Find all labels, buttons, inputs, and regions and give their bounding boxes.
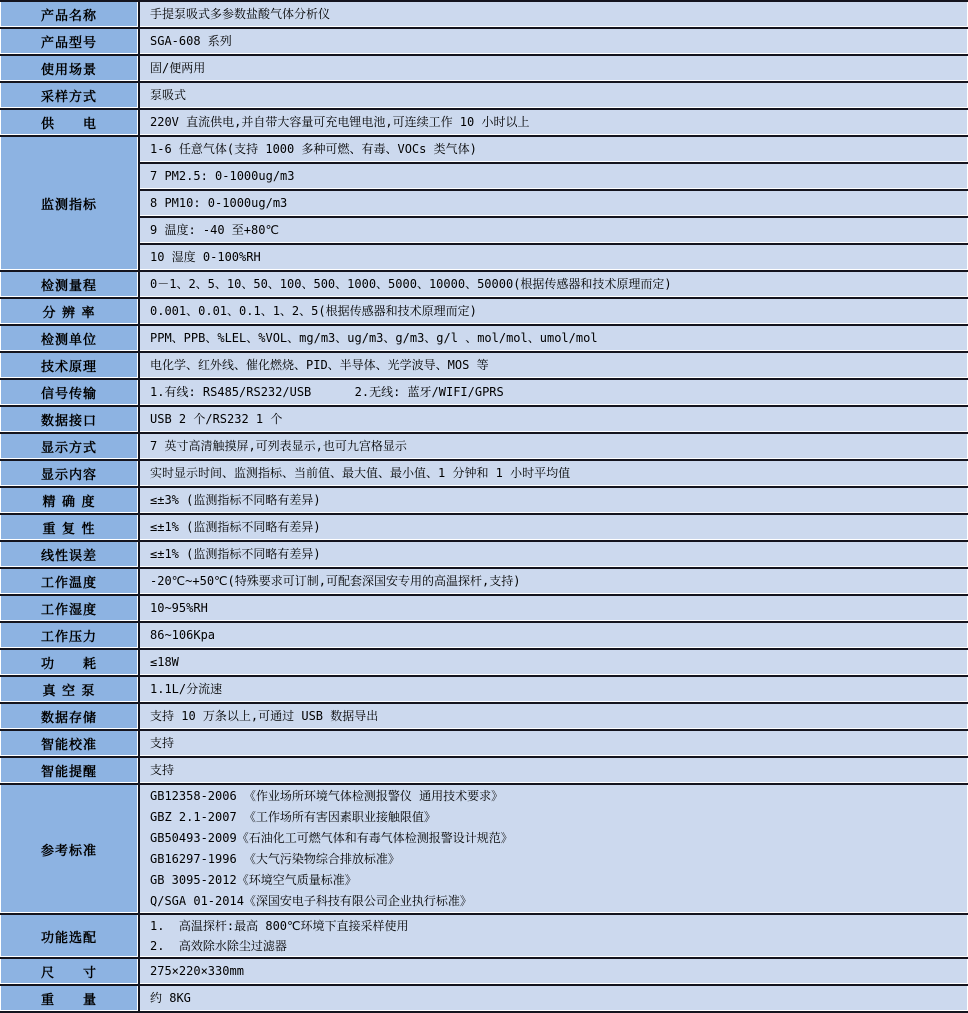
spec-row <box>0 56 968 83</box>
spec-value-cell <box>140 2 968 29</box>
spec-row <box>0 758 968 785</box>
spec-value-cell <box>140 677 968 704</box>
spec-value-line: 支持 10 万条以上,可通过 USB 数据导出 <box>150 709 379 723</box>
spec-value-column <box>140 2 968 29</box>
spec-row <box>0 461 968 488</box>
spec-value-column <box>140 326 968 353</box>
spec-value-cell <box>140 758 968 785</box>
spec-value-cell <box>140 29 968 56</box>
spec-row <box>0 137 968 272</box>
spec-label: 采样方式 <box>0 83 140 110</box>
spec-value-line: ≤±3% (监测指标不同略有差异) <box>150 493 321 507</box>
spec-row <box>0 110 968 137</box>
spec-label: 数据接口 <box>0 407 140 434</box>
spec-row <box>0 542 968 569</box>
spec-label: 智能校准 <box>0 731 140 758</box>
spec-row <box>0 785 968 915</box>
spec-value-line: GB50493-2009《石油化工可燃气体和有毒气体检测报警设计规范》 <box>150 831 513 845</box>
spec-value-column <box>140 488 968 515</box>
spec-value-line: 7 PM2.5: 0-1000ug/m3 <box>150 169 295 183</box>
spec-value-column <box>140 650 968 677</box>
spec-label: 工作温度 <box>0 569 140 596</box>
spec-value-cell <box>140 959 968 986</box>
spec-label: 重 量 <box>0 986 140 1013</box>
spec-value-line: 10 湿度 0-100%RH <box>150 250 261 264</box>
spec-value-column <box>140 569 968 596</box>
spec-row <box>0 650 968 677</box>
spec-value-column <box>140 353 968 380</box>
spec-label: 智能提醒 <box>0 758 140 785</box>
spec-value-line: 1-6 任意气体(支持 1000 多种可燃、有毒、VOCs 类气体) <box>150 142 477 156</box>
spec-value-line: USB 2 个/RS232 1 个 <box>150 412 283 426</box>
spec-label: 重 复 性 <box>0 515 140 542</box>
spec-value-cell <box>140 488 968 515</box>
spec-row <box>0 986 968 1013</box>
spec-label: 使用场景 <box>0 56 140 83</box>
spec-value-cell <box>140 137 968 164</box>
spec-value-line: 1. 高温探杆:最高 800℃环境下直接采样使用 <box>150 919 409 933</box>
spec-value-line: ≤±1% (监测指标不同略有差异) <box>150 547 321 561</box>
spec-value-line: GB 3095-2012《环境空气质量标准》 <box>150 873 357 887</box>
spec-value-line: 7 英寸高清触摸屏,可列表显示,也可九宫格显示 <box>150 439 407 453</box>
spec-label: 供 电 <box>0 110 140 137</box>
spec-value-line: 10~95%RH <box>150 601 208 615</box>
spec-value-column <box>140 731 968 758</box>
spec-value-column <box>140 623 968 650</box>
spec-row <box>0 704 968 731</box>
spec-value-line: 1.有线: RS485/RS232/USB 2.无线: 蓝牙/WIFI/GPRS <box>150 385 504 399</box>
spec-value-line: GB12358-2006 《作业场所环境气体检测报警仪 通用技术要求》 <box>150 789 504 803</box>
spec-value-line: GB16297-1996 《大气污染物综合排放标准》 <box>150 852 400 866</box>
spec-value-line: 电化学、红外线、催化燃烧、PID、半导体、光学波导、MOS 等 <box>150 358 489 372</box>
spec-label: 真 空 泵 <box>0 677 140 704</box>
spec-row <box>0 915 968 959</box>
spec-value-cell <box>140 407 968 434</box>
spec-value-line: 1.1L/分流速 <box>150 682 223 696</box>
spec-value-column <box>140 29 968 56</box>
spec-value-column <box>140 677 968 704</box>
spec-value-cell <box>140 56 968 83</box>
spec-value-column <box>140 137 968 272</box>
spec-value-line: PPM、PPB、%LEL、%VOL、mg/m3、ug/m3、g/m3、g/l 、mol/mol、umol/mol <box>150 331 598 345</box>
spec-value-cell <box>140 434 968 461</box>
spec-value-cell <box>140 731 968 758</box>
spec-value-line: SGA-608 系列 <box>150 34 232 48</box>
spec-row <box>0 731 968 758</box>
spec-value-cell <box>140 245 968 272</box>
spec-row <box>0 596 968 623</box>
spec-label: 参考标准 <box>0 785 140 915</box>
spec-value-cell <box>140 353 968 380</box>
spec-value-cell <box>140 623 968 650</box>
spec-value-line: 支持 <box>150 763 175 777</box>
spec-label: 功能选配 <box>0 915 140 959</box>
spec-value-cell <box>140 704 968 731</box>
spec-row <box>0 380 968 407</box>
spec-value-line: 支持 <box>150 736 175 750</box>
spec-label: 产品名称 <box>0 2 140 29</box>
spec-value-cell <box>140 272 968 299</box>
spec-label: 尺 寸 <box>0 959 140 986</box>
spec-value-cell <box>140 542 968 569</box>
spec-value-cell <box>140 83 968 110</box>
spec-value-column <box>140 915 968 959</box>
spec-value-cell <box>140 915 968 959</box>
spec-value-line: 9 温度: -40 至+80℃ <box>150 223 279 237</box>
spec-value-cell <box>140 299 968 326</box>
spec-label: 显示内容 <box>0 461 140 488</box>
spec-value-cell <box>140 515 968 542</box>
spec-value-column <box>140 785 968 915</box>
spec-value-column <box>140 407 968 434</box>
spec-value-column <box>140 704 968 731</box>
spec-value-line: Q/SGA 01-2014《深国安电子科技有限公司企业执行标准》 <box>150 894 472 908</box>
spec-row <box>0 677 968 704</box>
spec-value-column <box>140 596 968 623</box>
spec-value-line: 手提泵吸式多参数盐酸气体分析仪 <box>150 7 331 21</box>
spec-value-column <box>140 542 968 569</box>
spec-label: 工作湿度 <box>0 596 140 623</box>
spec-value-line: 泵吸式 <box>150 88 187 102</box>
spec-label: 分 辨 率 <box>0 299 140 326</box>
spec-value-cell <box>140 164 968 191</box>
spec-row <box>0 959 968 986</box>
spec-value-column <box>140 758 968 785</box>
spec-label: 线性误差 <box>0 542 140 569</box>
spec-row <box>0 2 968 29</box>
spec-value-column <box>140 515 968 542</box>
spec-value-line: 0－1、2、5、10、50、100、500、1000、5000、10000、50000(根据传感器和技术原理而定) <box>150 277 672 291</box>
spec-row <box>0 29 968 56</box>
spec-value-column <box>140 434 968 461</box>
spec-value-column <box>140 380 968 407</box>
spec-value-line: 固/便两用 <box>150 61 206 75</box>
spec-value-cell <box>140 569 968 596</box>
spec-value-column <box>140 299 968 326</box>
spec-row <box>0 407 968 434</box>
spec-row <box>0 623 968 650</box>
spec-row <box>0 299 968 326</box>
spec-row <box>0 272 968 299</box>
spec-value-cell <box>140 380 968 407</box>
spec-label: 工作压力 <box>0 623 140 650</box>
spec-value-column <box>140 959 968 986</box>
spec-value-column <box>140 461 968 488</box>
spec-value-cell <box>140 596 968 623</box>
spec-value-cell <box>140 461 968 488</box>
spec-label: 产品型号 <box>0 29 140 56</box>
spec-label: 精 确 度 <box>0 488 140 515</box>
spec-row <box>0 488 968 515</box>
spec-value-column <box>140 986 968 1013</box>
spec-value-line: 275×220×330mm <box>150 964 244 978</box>
spec-value-cell <box>140 650 968 677</box>
spec-value-line: 实时显示时间、监测指标、当前值、最大值、最小值、1 分钟和 1 小时平均值 <box>150 466 571 480</box>
spec-value-cell <box>140 218 968 245</box>
spec-label: 技术原理 <box>0 353 140 380</box>
spec-row <box>0 569 968 596</box>
spec-value-line: 2. 高效除水除尘过滤器 <box>150 939 287 953</box>
spec-row <box>0 326 968 353</box>
spec-label: 显示方式 <box>0 434 140 461</box>
spec-value-column <box>140 56 968 83</box>
spec-value-line: 220V 直流供电,并自带大容量可充电锂电池,可连续工作 10 小时以上 <box>150 115 530 129</box>
spec-value-cell <box>140 326 968 353</box>
spec-value-line: 约 8KG <box>150 991 191 1005</box>
spec-value-cell <box>140 986 968 1013</box>
spec-value-cell <box>140 110 968 137</box>
spec-value-line: ≤±1% (监测指标不同略有差异) <box>150 520 321 534</box>
spec-row <box>0 434 968 461</box>
spec-label: 监测指标 <box>0 137 140 272</box>
spec-value-line: 8 PM10: 0-1000ug/m3 <box>150 196 288 210</box>
spec-value-column <box>140 83 968 110</box>
spec-value-cell <box>140 785 968 915</box>
spec-label: 检测单位 <box>0 326 140 353</box>
spec-value-column <box>140 110 968 137</box>
spec-value-line: 86~106Kpa <box>150 628 216 642</box>
spec-value-line: 0.001、0.01、0.1、1、2、5(根据传感器和技术原理而定) <box>150 304 477 318</box>
spec-value-column <box>140 272 968 299</box>
spec-row <box>0 83 968 110</box>
spec-value-line: -20℃~+50℃(特殊要求可订制,可配套深国安专用的高温探杆,支持) <box>150 574 521 588</box>
spec-label: 数据存储 <box>0 704 140 731</box>
spec-label: 信号传输 <box>0 380 140 407</box>
spec-value-line: ≤18W <box>150 655 179 669</box>
spec-value-cell <box>140 191 968 218</box>
spec-value-line: GBZ 2.1-2007 《工作场所有害因素职业接触限值》 <box>150 810 436 824</box>
spec-row <box>0 515 968 542</box>
spec-row <box>0 353 968 380</box>
spec-label: 功 耗 <box>0 650 140 677</box>
spec-label: 检测量程 <box>0 272 140 299</box>
